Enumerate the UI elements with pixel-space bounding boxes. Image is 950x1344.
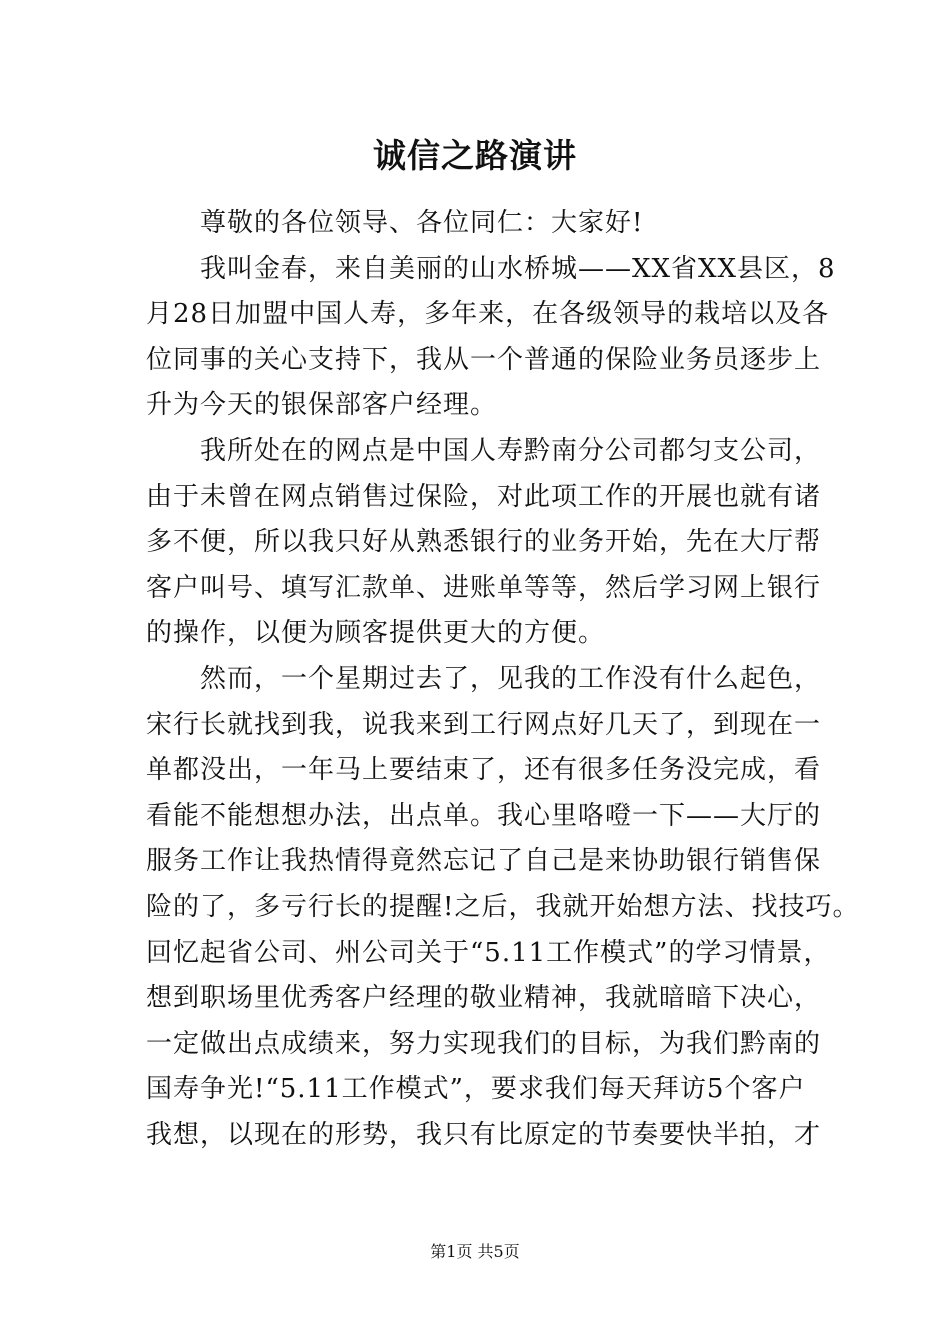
paragraph-line: 我叫金春，来自美丽的山水桥城——XX省XX县区，8 xyxy=(200,253,836,284)
paragraph-line: 服务工作让我热情得竟然忘记了自己是来协助银行销售保 xyxy=(146,846,822,877)
paragraph-line: 多不便，所以我只好从熟悉银行的业务开始，先在大厅帮 xyxy=(146,527,822,558)
paragraph-line: 位同事的关心支持下，我从一个普通的保险业务员逐步上 xyxy=(146,344,822,375)
document-body xyxy=(146,201,860,1158)
paragraph-line: 我想，以现在的形势，我只有比原定的节奏要快半拍，才 xyxy=(146,1119,822,1150)
paragraph-line: 客户叫号、填写汇款单、进账单等等，然后学习网上银行 xyxy=(146,572,822,603)
paragraph-line: 升为今天的银保部客户经理。 xyxy=(146,390,498,421)
paragraph-line: 由于未曾在网点销售过保险，对此项工作的开展也就有诸 xyxy=(146,481,822,512)
paragraph-line: 单都没出，一年马上要结束了，还有很多任务没完成，看 xyxy=(146,755,822,786)
paragraph-line: 尊敬的各位领导、各位同仁：大家好! xyxy=(200,208,644,238)
paragraph-line: 月28日加盟中国人寿，多年来，在各级领导的栽培以及各 xyxy=(146,299,830,330)
paragraph-line: 的操作，以便为顾客提供更大的方便。 xyxy=(146,618,606,649)
paragraph-line: 然而，一个星期过去了，见我的工作没有什么起色， xyxy=(200,663,822,694)
paragraph-line: 回忆起省公司、州公司关于“5.11工作模式”的学习情景， xyxy=(146,937,831,968)
paragraph-line: 一定做出点成绩来，努力实现我们的目标，为我们黔南的 xyxy=(146,1028,822,1059)
paragraph-line: 宋行长就找到我，说我来到工行网点好几天了，到现在一 xyxy=(146,709,822,740)
paragraph-line: 险的了，多亏行长的提醒!之后，我就开始想方法、找技巧。 xyxy=(146,891,860,922)
paragraph-line: 想到职场里优秀客户经理的敬业精神，我就暗暗下决心， xyxy=(146,983,822,1014)
page-footer: 第1页 共5页 xyxy=(430,1242,520,1261)
document-title: 诚信之路演讲 xyxy=(373,136,577,175)
paragraph-line: 国寿争光!“5.11工作模式”，要求我们每天拜访5个客户 xyxy=(146,1074,806,1105)
paragraph-line: 看能不能想想办法，出点单。我心里咯噔一下——大厅的 xyxy=(146,800,822,831)
paragraph-line: 我所处在的网点是中国人寿黔南分公司都匀支公司， xyxy=(200,435,822,466)
